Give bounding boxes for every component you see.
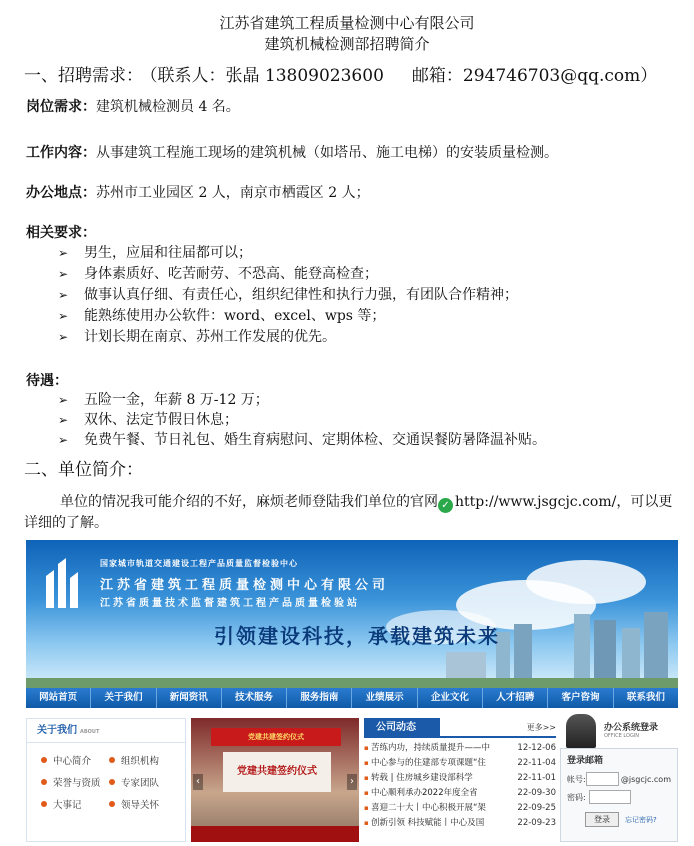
about-link[interactable]: 荣誉与资质 — [41, 775, 109, 789]
password-row — [561, 788, 677, 806]
section2-heading: 二、单位简介： — [24, 460, 143, 480]
account-label: 帐号: — [567, 774, 586, 784]
company-logo-icon — [40, 556, 84, 612]
login-panel — [560, 714, 678, 842]
requirement-text: 计划长期在南京、苏州工作发展的优先。 — [84, 329, 336, 345]
news-item[interactable] — [364, 801, 556, 816]
intro-paragraph — [24, 492, 684, 534]
about-link[interactable]: 领导关怀 — [109, 797, 177, 811]
nav-services[interactable]: 技术服务 — [222, 688, 287, 708]
news-title[interactable]: ▪ 创新引领 科技赋能丨中心及国 — [364, 816, 504, 831]
location-text: 苏州市工业园区 2 人，南京市栖霞区 2 人； — [96, 185, 370, 201]
banner-line1: 国家城市轨道交通建设工程产品质量监督检验中心 — [100, 559, 298, 568]
login-header-text: 办公系统登录 — [604, 723, 659, 733]
about-title-en: ABOUT — [80, 729, 100, 735]
arrow-bullet-icon: ➢ — [58, 413, 69, 427]
requirement-item — [58, 327, 336, 347]
arrow-bullet-icon: ➢ — [58, 267, 69, 281]
email-domain: @jsgcjc.com — [620, 774, 671, 784]
banner-line3: 江苏省质量技术监督建筑工程产品质量检验站 — [100, 598, 360, 609]
news-item[interactable] — [364, 756, 556, 771]
requirement-text: 身体素质好、吃苦耐劳、不恐高、能登高检查； — [84, 266, 378, 282]
benefit-item — [58, 430, 546, 450]
arrow-bullet-icon: ➢ — [58, 433, 69, 447]
password-input[interactable] — [589, 790, 631, 804]
news-date: 22-11-01 — [517, 773, 556, 783]
requirement-item — [58, 264, 378, 284]
position-text: 建筑机械检测员 4 名。 — [96, 99, 240, 115]
about-panel-header — [27, 719, 185, 743]
about-panel — [26, 718, 186, 842]
news-date: 22-09-25 — [517, 803, 556, 813]
section1-title: 一、招聘需求： — [24, 66, 143, 86]
news-title[interactable]: ▪ 转载 | 住房城乡建设部科学 — [364, 771, 504, 786]
about-link[interactable]: 大事记 — [41, 797, 109, 811]
requirement-item — [58, 306, 385, 326]
requirement-item — [58, 285, 518, 305]
news-item[interactable] — [364, 771, 556, 786]
website-content — [26, 714, 678, 842]
nav-guide[interactable]: 服务指南 — [287, 688, 352, 708]
location-paragraph — [26, 183, 370, 203]
arrow-bullet-icon: ➢ — [58, 309, 69, 323]
contact-info: （联系人：张晶 13809023600 — [149, 66, 384, 86]
photo-banner-text: 党建共建签约仪式 — [211, 728, 341, 746]
nav-home[interactable]: 网站首页 — [26, 688, 91, 708]
benefits-heading — [26, 371, 68, 391]
verified-check-icon: ✓ — [438, 498, 453, 513]
news-title[interactable]: ▪ 中心参与的住建部专项课题“住 — [364, 756, 504, 771]
work-text: 从事建筑工程施工现场的建筑机械（如塔吊、施工电梯）的安装质量检测。 — [96, 145, 558, 161]
password-label: 密码: — [567, 792, 586, 802]
benefits-label: 待遇： — [26, 373, 68, 389]
about-title: 关于我们 — [37, 725, 77, 736]
banner-slogan: 引领建设科技，承载建筑未来 — [214, 624, 500, 648]
news-item[interactable] — [364, 786, 556, 801]
about-link[interactable]: 组织机构 — [109, 753, 177, 767]
website-link[interactable]: http://www.jsgcjc.com/，可以更详细的了解。 — [24, 494, 673, 531]
forgot-password-link[interactable]: 忘记密码? — [625, 816, 657, 824]
document-subtitle: 建筑机械检测部招聘简介 — [264, 35, 430, 53]
account-row — [561, 770, 677, 788]
benefit-text: 五险一金，年薪 8 万-12 万； — [84, 392, 269, 408]
news-date: 22-09-23 — [517, 818, 556, 828]
work-paragraph — [26, 143, 558, 163]
photo-strip — [191, 826, 359, 842]
login-title: 登录邮箱 — [567, 756, 604, 766]
requirements-label: 相关要求： — [26, 225, 96, 241]
photo-board-text: 党建共建签约仪式 — [223, 752, 331, 792]
login-button[interactable]: 登录 — [585, 812, 619, 827]
more-link[interactable]: 更多>> — [526, 723, 556, 732]
nav-news[interactable]: 新闻资讯 — [157, 688, 222, 708]
benefit-text: 免费午餐、节日礼包、婚生育病慰问、定期体检、交通误餐防暑降温补贴。 — [84, 432, 546, 448]
nav-achievements[interactable]: 业绩展示 — [352, 688, 417, 708]
nav-culture[interactable]: 企业文化 — [418, 688, 483, 708]
benefit-item — [58, 390, 269, 410]
news-date: 12-12-06 — [517, 743, 556, 753]
requirement-text: 男生，应届和往届都可以； — [84, 245, 252, 261]
work-label: 工作内容： — [26, 145, 96, 161]
section1-heading — [24, 64, 657, 88]
benefit-text: 双休、法定节假日休息； — [84, 412, 238, 428]
position-label: 岗位需求： — [26, 99, 96, 115]
news-item[interactable] — [364, 816, 556, 831]
login-form — [560, 748, 678, 842]
news-photo[interactable] — [191, 718, 359, 842]
nav-consult[interactable]: 客户咨询 — [548, 688, 613, 708]
website-nav — [26, 688, 678, 708]
about-link[interactable]: 中心简介 — [41, 753, 109, 767]
arrow-bullet-icon: ➢ — [58, 288, 69, 302]
requirements-heading — [26, 223, 96, 243]
news-panel — [364, 718, 556, 842]
news-title[interactable]: ▪ 苦练内功，持续质量提升——中 — [364, 741, 504, 756]
website-screenshot — [26, 540, 678, 842]
next-arrow-icon[interactable]: › — [347, 774, 357, 790]
news-date: 22-09-30 — [517, 788, 556, 798]
news-item[interactable] — [364, 741, 556, 756]
document-title: 江苏省建筑工程质量检测中心有限公司 — [219, 14, 475, 32]
nav-contact[interactable]: 联系我们 — [626, 692, 665, 703]
news-title[interactable]: ▪ 喜迎二十大丨中心积极开展“架 — [364, 801, 504, 816]
position-paragraph — [26, 97, 240, 117]
requirement-item — [58, 243, 252, 263]
banner-ground — [26, 678, 678, 688]
arrow-bullet-icon: ➢ — [58, 330, 69, 344]
avatar — [566, 714, 596, 748]
requirement-text: 能熟练使用办公软件：word、excel、wps 等； — [84, 308, 386, 324]
prev-arrow-icon[interactable]: ‹ — [193, 774, 203, 790]
banner-line2: 江苏省建筑工程质量检测中心有限公司 — [100, 578, 390, 593]
news-date: 22-11-04 — [517, 758, 556, 768]
intro-text: 单位的情况我可能介绍的不好，麻烦老师登陆我们单位的官网 — [60, 494, 438, 510]
benefit-item — [58, 410, 238, 430]
about-link[interactable]: 专家团队 — [109, 775, 177, 789]
location-label: 办公地点： — [26, 185, 96, 201]
news-title[interactable]: ▪ 中心顺利承办2022年度全省 — [364, 786, 504, 801]
account-input[interactable] — [586, 772, 619, 786]
nav-careers[interactable]: 人才招聘 — [483, 688, 548, 708]
website-banner — [26, 540, 678, 688]
requirement-text: 做事认真仔细、有责任心，组织纪律性和执行力强，有团队合作精神； — [84, 287, 518, 303]
contact-email: 邮箱：294746703@qq.com） — [411, 66, 658, 86]
arrow-bullet-icon: ➢ — [58, 393, 69, 407]
nav-about[interactable]: 关于我们 — [91, 688, 156, 708]
login-header-en: OFFICE LOGIN — [604, 733, 640, 739]
news-tab[interactable]: 公司动态 — [364, 718, 440, 738]
arrow-bullet-icon: ➢ — [58, 246, 69, 260]
